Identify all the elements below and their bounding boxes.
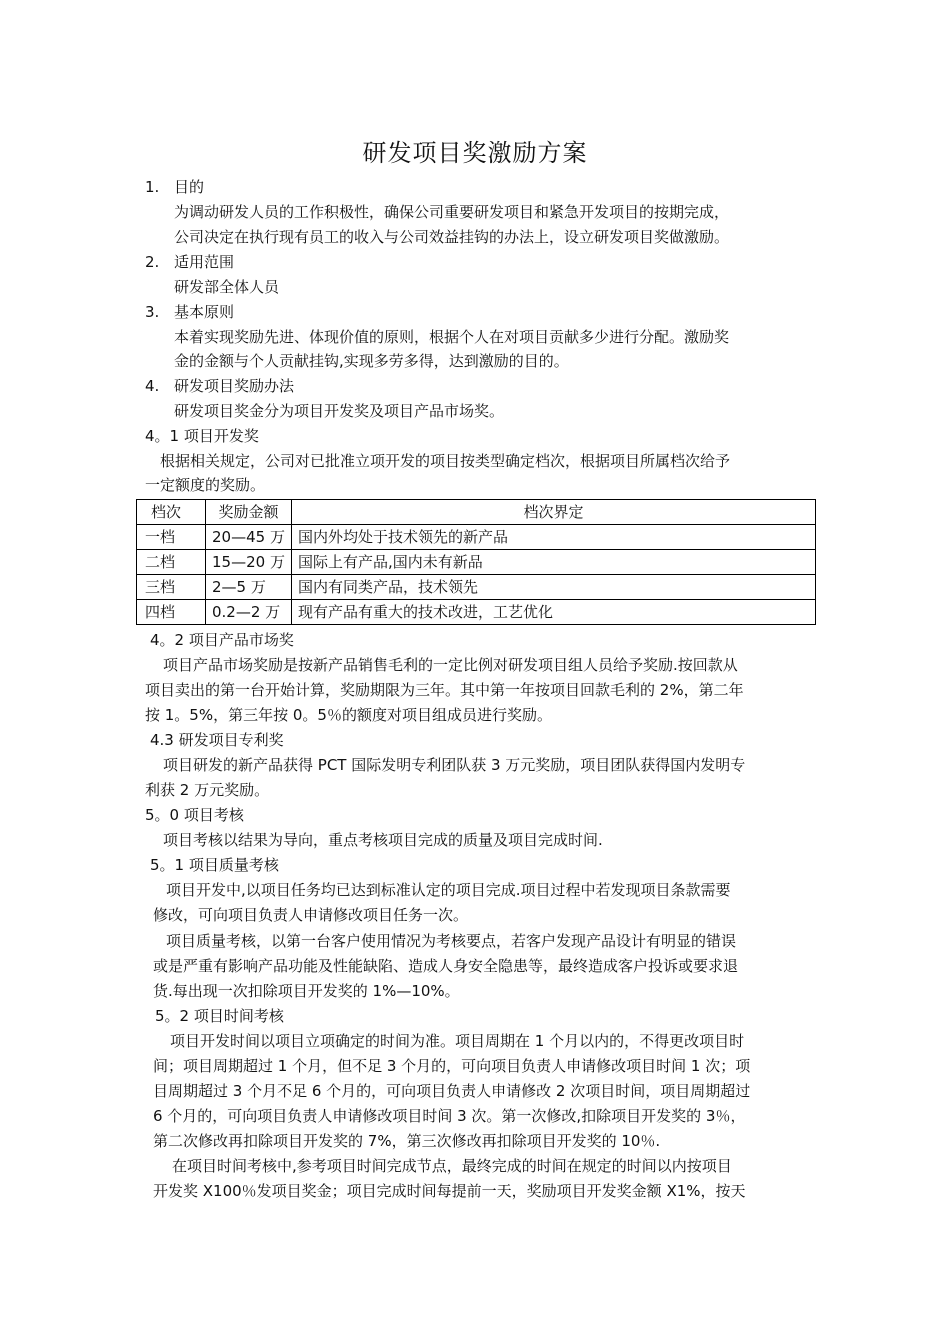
table-row bbox=[137, 550, 816, 575]
section-4-2-text: 项目产品市场奖励是按新产品销售毛利的一定比例对研发项目组人员给予奖励.按回款从 bbox=[163, 656, 738, 674]
table-cell: 二档 bbox=[137, 550, 206, 575]
section-4-3-text: 利获 2 万元奖励。 bbox=[145, 781, 270, 799]
section-3-number: 3. bbox=[145, 303, 160, 321]
section-4-heading: 研发项目奖励办法 bbox=[174, 377, 295, 395]
section-5-1-text: 项目开发中,以项目任务均已达到标准认定的项目完成.项目过程中若发现项目条款需要 bbox=[166, 881, 731, 899]
table-cell: 15—20 万 bbox=[206, 550, 292, 575]
section-4-3-text: 项目研发的新产品获得 PCT 国际发明专利团队获 3 万元奖励，项目团队获得国内发明专 bbox=[163, 756, 746, 774]
section-2-number: 2. bbox=[145, 253, 160, 271]
table-cell: 一档 bbox=[137, 525, 206, 550]
section-5-2-text: 目周期超过 3 个月不足 6 个月的，可向项目负责人申请修改 2 次项目时间，项目周期超过 bbox=[153, 1082, 751, 1100]
table-cell: 0.2—2 万 bbox=[206, 600, 292, 625]
section-5-0-heading: 5。0 项目考核 bbox=[145, 806, 244, 824]
table-cell: 三档 bbox=[137, 575, 206, 600]
section-5-1-text: 修改，可向项目负责人申请修改项目任务一次。 bbox=[153, 906, 469, 924]
table-header-row bbox=[137, 500, 816, 525]
section-5-2-text: 项目开发时间以项目立项确定的时间为准。项目周期在 1 个月以内的，不得更改项目时 bbox=[170, 1032, 745, 1050]
section-4-1-heading: 4。1 项目开发奖 bbox=[145, 427, 259, 445]
section-1-text: 为调动研发人员的工作积极性，确保公司重要研发项目和紧急开发项目的按期完成， bbox=[174, 203, 730, 221]
table-cell: 国内有同类产品，技术领先 bbox=[291, 575, 815, 600]
section-5-2-text: 在项目时间考核中,参考项目时间完成节点，最终完成的时间在规定的时间以内按项目 bbox=[172, 1157, 732, 1175]
section-4-1-text: 一定额度的奖励。 bbox=[145, 476, 266, 494]
section-3-text: 本着实现奖励先进、体现价值的原则，根据个人在对项目贡献多少进行分配。激励奖 bbox=[174, 328, 730, 346]
section-5-2-text: 间；项目周期超过 1 个月，但不足 3 个月的，可向项目负责人申请修改项目时间 1 次；项 bbox=[153, 1057, 751, 1075]
table-cell: 国际上有产品,国内未有新品 bbox=[291, 550, 815, 575]
section-5-2-heading: 5。2 项目时间考核 bbox=[155, 1007, 284, 1025]
section-2-heading: 适用范围 bbox=[174, 253, 235, 271]
table-cell: 现有产品有重大的技术改进，工艺优化 bbox=[291, 600, 815, 625]
section-3-heading: 基本原则 bbox=[174, 303, 235, 321]
section-4-2-heading: 4。2 项目产品市场奖 bbox=[150, 631, 294, 649]
section-1-heading: 目的 bbox=[174, 178, 205, 196]
section-3-text: 金的金额与个人贡献挂钩,实现多劳多得，达到激励的目的。 bbox=[174, 352, 569, 370]
section-2-text: 研发部全体人员 bbox=[174, 278, 280, 296]
section-1-number: 1. bbox=[145, 178, 160, 196]
section-1-text: 公司决定在执行现有员工的收入与公司效益挂钩的办法上，设立研发项目奖做激励。 bbox=[174, 228, 730, 246]
table-cell: 国内外均处于技术领先的新产品 bbox=[291, 525, 815, 550]
table-header-cell: 档次界定 bbox=[291, 500, 815, 525]
award-grade-table bbox=[136, 499, 816, 625]
section-5-1-text: 项目质量考核，以第一台客户使用情况为考核要点，若客户发现产品设计有明显的错误 bbox=[166, 932, 737, 950]
table-header-cell: 奖励金额 bbox=[206, 500, 292, 525]
table-header-cell: 档次 bbox=[137, 500, 206, 525]
section-5-2-text: 第二次修改再扣除项目开发奖的 7%，第三次修改再扣除项目开发奖的 10％. bbox=[153, 1132, 661, 1150]
section-5-2-text: 6 个月的，可向项目负责人申请修改项目时间 3 次。第一次修改,扣除项目开发奖的 3％， bbox=[153, 1107, 746, 1125]
section-4-number: 4. bbox=[145, 377, 160, 395]
document-title: 研发项目奖激励方案 bbox=[362, 139, 588, 167]
section-5-1-text: 或是严重有影响产品功能及性能缺陷、造成人身安全隐患等，最终造成客户投诉或要求退 bbox=[153, 957, 739, 975]
section-4-text: 研发项目奖金分为项目开发奖及项目产品市场奖。 bbox=[174, 402, 505, 420]
section-5-0-text: 项目考核以结果为导向，重点考核项目完成的质量及项目完成时间. bbox=[163, 831, 603, 849]
section-4-3-heading: 4.3 研发项目专利奖 bbox=[150, 731, 284, 749]
table-row bbox=[137, 575, 816, 600]
section-5-1-heading: 5。1 项目质量考核 bbox=[150, 856, 279, 874]
table-row bbox=[137, 525, 816, 550]
table-row bbox=[137, 600, 816, 625]
table-cell: 四档 bbox=[137, 600, 206, 625]
section-4-2-text: 按 1。5%，第三年按 0。5％的额度对项目组成员进行奖励。 bbox=[145, 706, 552, 724]
section-4-2-text: 项目卖出的第一台开始计算，奖励期限为三年。其中第一年按项目回款毛利的 2%，第二年 bbox=[145, 681, 744, 699]
table-cell: 2—5 万 bbox=[206, 575, 292, 600]
section-4-1-text: 根据相关规定，公司对已批准立项开发的项目按类型确定档次，根据项目所属档次给予 bbox=[160, 452, 731, 470]
section-5-2-text: 开发奖 X100％发项目奖金；项目完成时间每提前一天，奖励项目开发奖金额 X1%，按天 bbox=[153, 1182, 746, 1200]
table-cell: 20—45 万 bbox=[206, 525, 292, 550]
section-5-1-text: 货.每出现一次扣除项目开发奖的 1%—10%。 bbox=[153, 982, 460, 1000]
